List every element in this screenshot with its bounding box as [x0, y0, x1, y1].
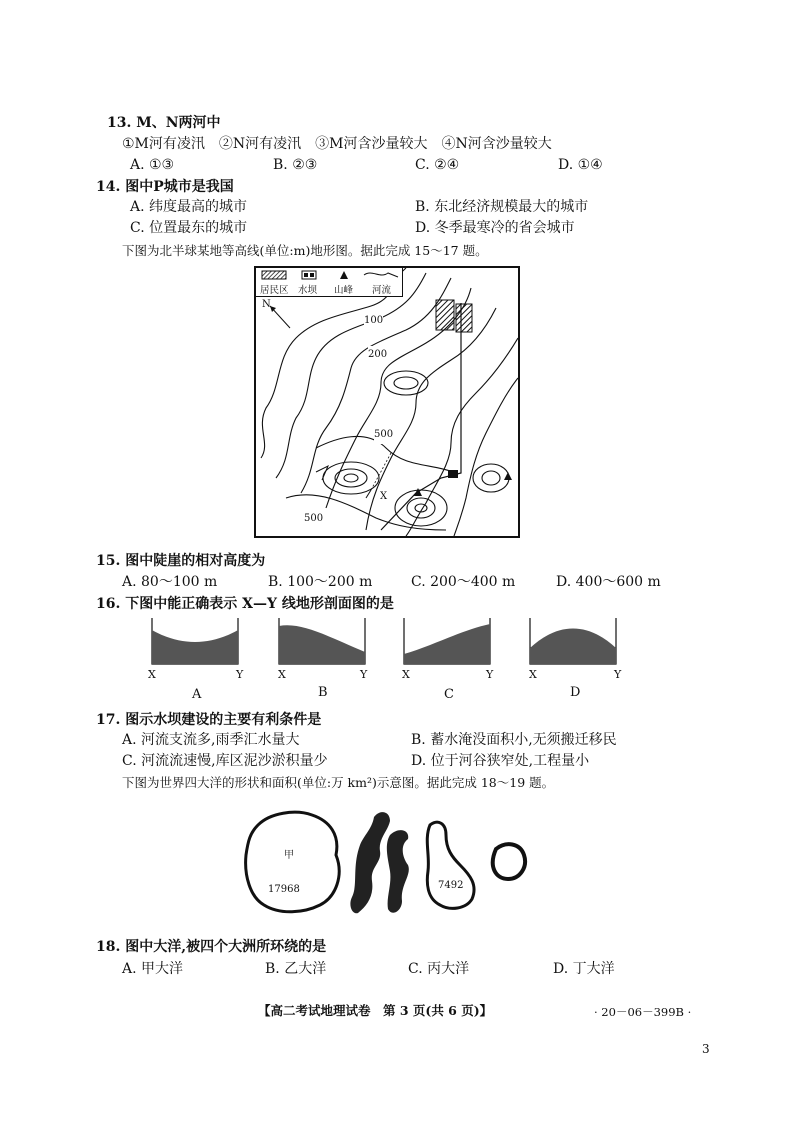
q15-stem: 15. 图中陡崖的相对高度为	[96, 553, 266, 569]
profile-b-y: Y	[360, 668, 368, 681]
contour-label-500b: 500	[304, 510, 323, 528]
q17-stem: 17. 图示水坝建设的主要有利条件是	[96, 712, 322, 728]
q18-option-b: B. 乙大洋	[265, 961, 327, 977]
profile-a-x: X	[148, 668, 156, 681]
q13-option-b: B. ②③	[273, 157, 318, 173]
profile-d	[528, 616, 618, 666]
q14-option-d: D. 冬季最寒冷的省会城市	[415, 220, 575, 236]
q15-option-c: C. 200～400 m	[411, 574, 516, 590]
q18-option-c: C. 丙大洋	[408, 961, 470, 977]
profile-a-y: Y	[236, 668, 244, 681]
q13-option-c: C. ②④	[415, 157, 460, 173]
legend-symbols	[256, 269, 402, 283]
page-number: 3	[702, 1042, 710, 1056]
footer-title: 【高二考试地理试卷 第 3 页(共 6 页)】	[258, 1003, 493, 1018]
q13-option-d: D. ①④	[558, 157, 603, 173]
profile-c-letter: C	[444, 687, 454, 702]
oceans-figure	[240, 805, 530, 930]
legend-peak: 山峰	[334, 285, 354, 296]
q17-option-b: B. 蓄水淹没面积小,无须搬迁移民	[411, 732, 617, 748]
q15-option-d: D. 400～600 m	[556, 574, 661, 590]
ocean-shapes	[240, 805, 530, 930]
q18-stem: 18. 图中大洋,被四个大洲所环绕的是	[96, 939, 327, 955]
q13-stem: 13. M、N两河中	[107, 115, 221, 131]
ocean-jia-area: 17968	[268, 884, 300, 895]
contour-label-500a: 500	[374, 426, 393, 444]
profile-a-letter: A	[192, 687, 202, 702]
profile-c	[402, 616, 492, 666]
profile-b-letter: B	[318, 685, 328, 700]
q14-option-a: A. 纬度最高的城市	[130, 199, 248, 215]
q14-option-c: C. 位置最东的城市	[130, 220, 248, 236]
q16-stem: 16. 下图中能正确表示 X—Y 线地形剖面图的是	[96, 596, 394, 612]
profile-a	[150, 616, 240, 666]
profile-c-x: X	[402, 668, 410, 681]
q14-stem: 14. 图中P城市是我国	[96, 179, 234, 195]
legend-residential: 居民区	[260, 285, 289, 296]
q15-option-b: B. 100～200 m	[268, 574, 373, 590]
legend-dam: 水坝	[298, 285, 318, 296]
profile-d-letter: D	[570, 685, 581, 700]
map-legend	[256, 268, 403, 297]
q13-option-a: A. ①③	[130, 157, 175, 173]
q18-option-d: D. 丁大洋	[553, 961, 615, 977]
q17-option-d: D. 位于河谷狭窄处,工程量小	[411, 753, 590, 769]
profile-d-y: Y	[614, 668, 622, 681]
q17-option-a: A. 河流支流多,雨季汇水量大	[122, 732, 300, 748]
contour-label-200: 200	[368, 346, 387, 364]
point-x-label: X	[380, 491, 388, 502]
intro-18-19: 下图为世界四大洋的形状和面积(单位:万 km²)示意图。据此完成 18～19 题。	[122, 775, 555, 790]
footer-code: · 20－06－399B ·	[594, 1005, 692, 1019]
q15-option-a: A. 80～100 m	[122, 574, 218, 590]
profile-b-x: X	[278, 668, 286, 681]
q17-option-c: C. 河流流速慢,库区泥沙淤积量少	[122, 753, 328, 769]
q18-option-a: A. 甲大洋	[122, 961, 184, 977]
ocean-jia-label: 甲	[284, 850, 294, 861]
profile-d-x: X	[529, 668, 537, 681]
profile-c-y: Y	[486, 668, 494, 681]
q13-statements: ①M河有凌汛 ②N河有凌汛 ③M河含沙量较大 ④N河含沙量较大	[122, 136, 552, 152]
intro-15-17: 下图为北半球某地等高线(单位:m)地形图。据此完成 15～17 题。	[122, 243, 488, 258]
profile-b	[277, 616, 367, 666]
north-arrow-label: N	[262, 299, 271, 310]
q14-option-b: B. 东北经济规模最大的城市	[415, 199, 589, 215]
legend-river: 河流	[372, 285, 392, 296]
contour-map	[254, 266, 520, 538]
contour-label-100: 100	[364, 312, 383, 330]
ocean-third-area: 7492	[438, 880, 464, 891]
